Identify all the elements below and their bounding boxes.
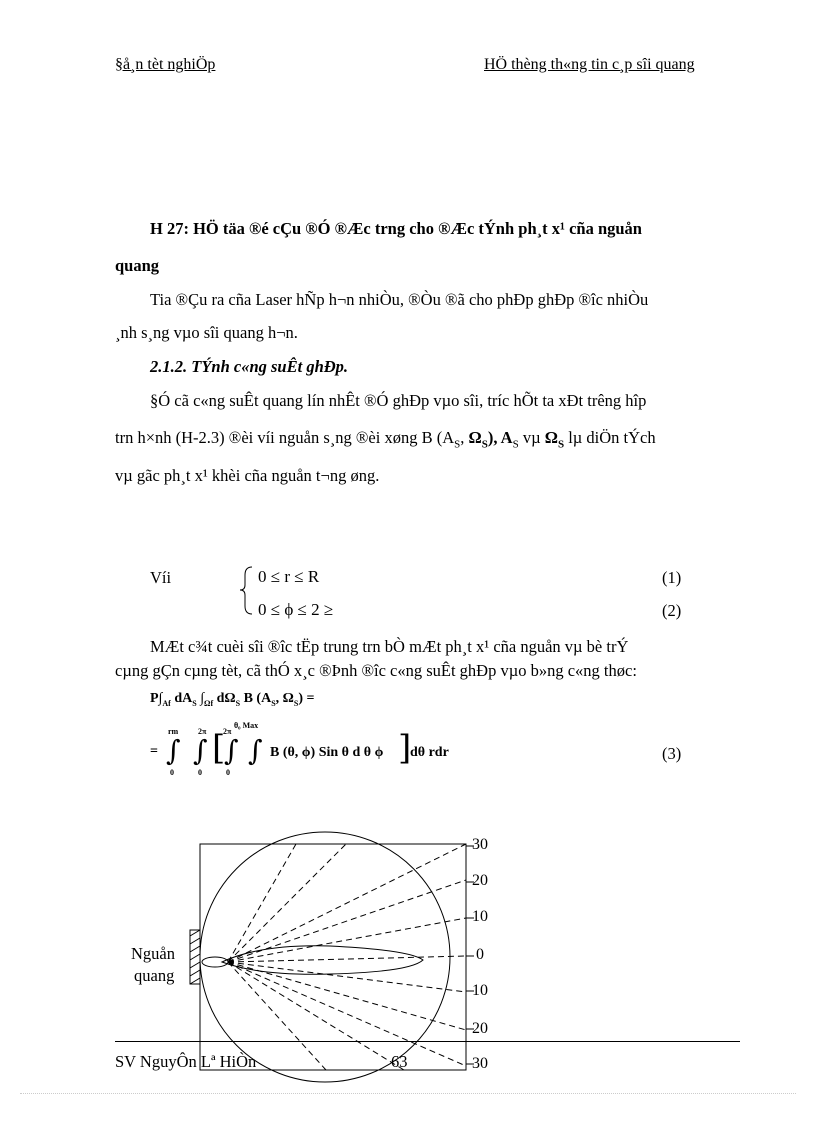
tick-0: 0: [476, 946, 484, 963]
paragraph1-line1: Tia ®Çu ra cña Laser hÑp h¬n nhiÒu, ®Òu ®ã cho phÐp ghÐp ®îc nhiÒu: [150, 290, 649, 309]
tick-20-bottom: 20: [472, 1020, 488, 1037]
footer-author: SV NguyÔn Lª HiÒn: [115, 1052, 257, 1071]
tick-10-top: 10: [472, 908, 488, 925]
figure-caption-line1: H 27: HÖ täa ®é cÇu ®Ó ®Æc trng cho ®Æc tÝnh ph¸t x¹ cña nguån: [150, 219, 642, 238]
paragraph2-line1: §Ó cã c«ng suÊt quang lín nhÊt ®Ó ghÐp vµo sîi, tríc hÕt ta xÐt trêng hîp: [150, 391, 647, 410]
right-bracket: ]: [398, 728, 412, 768]
equation-tail: dθ rdr: [410, 745, 449, 760]
left-bracket: [: [212, 728, 226, 768]
upper-theta-max: θ₀ Max: [234, 721, 259, 730]
conditions-label: Víi: [150, 568, 172, 587]
integral-sign-phi-inner: ∫: [224, 734, 239, 767]
integral-sign-theta: ∫: [248, 734, 263, 767]
paragraph3-line1: MÆt c¾t cuèi sîi ®îc tËp trung trn bÒ mÆt ph¸t x¹ cña nguån vµ bè trÝ: [150, 637, 629, 656]
paragraph2-line3: vµ gãc ph¸t x¹ khèi cña nguån t¬ng øng.: [115, 466, 380, 485]
integral-sign-phi: ∫: [193, 734, 208, 767]
paragraph3-line2: cµng gÇn cµng tèt, cã thÓ x¸c ®Þnh ®îc c«ng suÊt ghÐp vµo b»ng c«ng thøc:: [115, 661, 637, 680]
footer-page-number: 63: [391, 1052, 408, 1071]
tick-20-top: 20: [472, 872, 488, 889]
figure-frame: [200, 844, 466, 1070]
section-title: 2.1.2. TÝnh c«ng suÊt ghÐp.: [150, 357, 349, 376]
dashed-rays: [228, 844, 466, 1070]
integrand: B (θ, ϕ) Sin θ d θ ϕ: [270, 745, 384, 760]
paragraph1-line2: ¸nh s¸ng vµo sîi quang h¬n.: [115, 323, 298, 342]
condition-1: 0 ≤ r ≤ R: [258, 567, 320, 586]
lower-0-phi-inner: 0: [226, 768, 230, 777]
equation-line1: $P\int_{Af}$ $dA_S$ $\int_{\Omega f}$ $d\Omega_S$ B ($A_S$, $\Omega_S$) =: [150, 691, 315, 708]
equation-number-1: (1): [662, 568, 682, 587]
upper-2pi-inner: 2π: [223, 727, 232, 736]
source-lobe: [202, 957, 228, 967]
conditions-brace: [240, 567, 252, 614]
integral-sign-r: ∫: [166, 734, 181, 767]
tick-30-top: 30: [472, 836, 488, 853]
source-block: [190, 930, 200, 984]
source-label-line1: Nguån: [131, 944, 175, 963]
lower-0-phi: 0: [198, 768, 202, 777]
figure-caption-line2: quang: [115, 256, 160, 275]
tick-10-bottom: 10: [472, 982, 488, 999]
header-left: §å¸n tèt nghiÖp: [115, 56, 216, 73]
tick-30-bottom: 30: [472, 1055, 488, 1072]
source-label-line2: quang: [134, 966, 175, 985]
equation-number-3: (3): [662, 744, 682, 763]
page-bottom-divider: [20, 1093, 796, 1094]
paragraph2-line2: trn h×nh (H-2.3) ®èi víi nguån s¸ng ®èi xøng B ($A_S$, $\Omega_S$), $A_S$ vµ $\Omega_S$ lµ diÖn tÝch: [115, 428, 656, 451]
upper-rm: rm: [168, 727, 179, 736]
condition-2: 0 ≤ ϕ ≤ 2 ≥: [258, 600, 334, 619]
upper-2pi-outer: 2π: [198, 727, 207, 736]
lower-0-r: 0: [170, 768, 174, 777]
equation-prefix: =: [150, 744, 158, 759]
header-right: HÖ thèng th«ng tin c¸p sîi quang: [484, 56, 695, 73]
footer-rule: [115, 1041, 740, 1042]
equation-number-2: (2): [662, 601, 682, 620]
